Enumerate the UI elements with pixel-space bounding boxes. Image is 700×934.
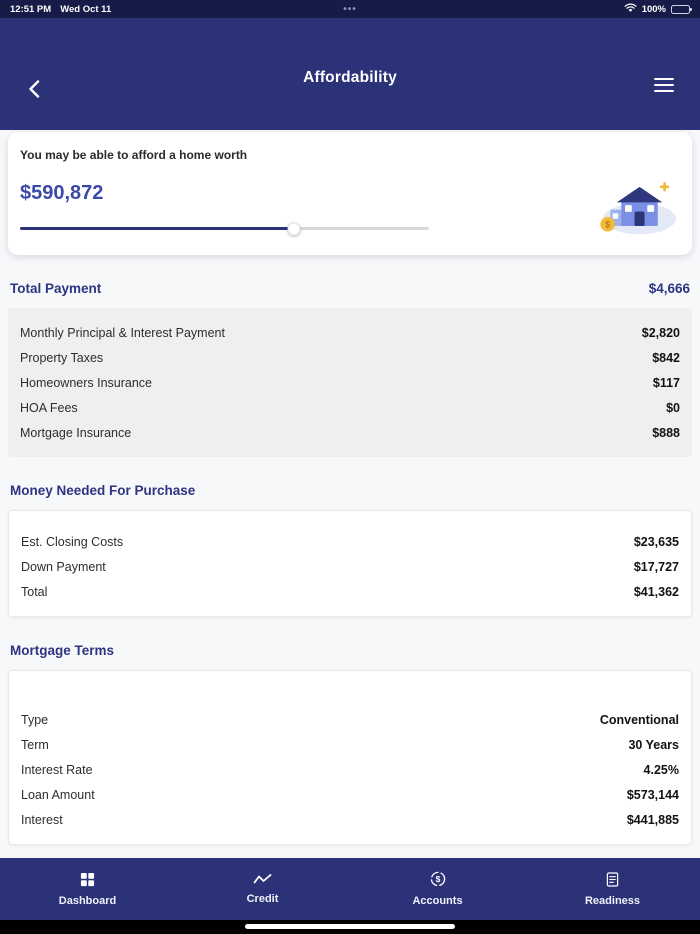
dashboard-grid-icon [80,872,95,890]
status-date: Wed Oct 11 [60,3,112,15]
nav-label: Accounts [412,895,463,907]
row-value: 30 Years [628,737,679,752]
payment-row [20,370,680,395]
home-indicator[interactable] [245,924,455,929]
bottom-nav [0,858,700,920]
hamburger-menu-icon [654,78,674,80]
total-payment-title: Total Payment [10,281,102,296]
status-right [624,3,690,16]
row-value: 4.25% [643,762,679,777]
affordable-amount: $590,872 [20,182,104,204]
row-label: Mortgage Insurance [20,425,132,440]
row-value: $23,635 [633,534,679,549]
mortgage-terms-title: Mortgage Terms [10,643,115,658]
row-value: $41,362 [633,584,679,599]
header [0,18,700,130]
status-time: 12:51 PM [10,3,52,15]
status-dots: ••• [343,3,357,15]
row-value: Conventional [599,712,679,727]
terms-row [21,757,679,782]
nav-label: Readiness [584,894,641,907]
hamburger-menu-button[interactable] [654,78,678,92]
nav-item-accounts[interactable] [350,858,525,920]
row-value: $0 [666,400,680,415]
affordability-card [8,132,692,255]
house-illustration [594,176,676,241]
total-payment-card [8,308,692,457]
row-label: Est. Closing Costs [21,534,124,549]
battery-percent: 100% [641,3,666,15]
row-label: Total [21,584,48,599]
nav-item-readiness[interactable] [525,858,700,920]
row-label: Down Payment [21,559,106,574]
row-value: $842 [652,350,680,365]
slider-fill [20,227,294,230]
readiness-document-icon [606,872,619,890]
money-needed-header [0,483,700,498]
price-slider[interactable] [20,221,429,235]
back-button[interactable] [20,76,48,104]
affordability-label: You may be able to afford a home worth [20,148,248,162]
money-needed-title: Money Needed For Purchase [10,483,196,498]
row-label: HOA Fees [20,400,78,415]
row-label: Homeowners Insurance [20,375,153,390]
accounts-dollar-icon [430,871,446,890]
nav-item-credit[interactable] [175,858,350,920]
row-value: $117 [652,375,680,390]
row-label: Loan Amount [21,787,95,802]
row-value: $17,727 [633,559,679,574]
svg-text:$: $ [605,219,611,230]
payment-row [20,320,680,345]
row-label: Type [21,712,49,727]
row-label: Interest [21,812,63,827]
terms-row [21,807,679,832]
credit-trend-icon [253,873,272,888]
status-left [10,4,111,15]
payment-row [20,345,680,370]
money-row [21,554,679,579]
home-strip [0,920,700,934]
mortgage-terms-header [0,643,700,658]
svg-text:$: $ [435,874,440,884]
mortgage-terms-card [8,670,692,845]
page-title: Affordability [303,69,397,86]
total-payment-value: $4,666 [648,281,690,296]
nav-item-dashboard[interactable] [0,858,175,920]
status-bar [0,0,700,18]
payment-row [20,395,680,420]
row-value: $2,820 [641,325,680,340]
nav-label: Credit [246,893,279,905]
row-label: Term [21,737,49,752]
row-label: Monthly Principal & Interest Payment [20,325,225,340]
back-chevron-icon [28,80,40,101]
money-needed-card [8,510,692,617]
terms-row [21,732,679,757]
battery-icon [671,5,690,14]
wifi-icon [624,3,637,16]
row-value: $888 [652,425,680,440]
money-row [21,579,679,604]
money-row [21,529,679,554]
slider-thumb[interactable] [288,222,301,235]
main-content [0,130,700,858]
terms-row [21,782,679,807]
terms-row [21,707,679,732]
slider-track[interactable] [20,227,429,230]
nav-label: Dashboard [58,894,117,907]
row-label: Interest Rate [21,762,93,777]
row-value: $441,885 [626,812,679,827]
payment-row [20,420,680,445]
row-label: Property Taxes [20,350,104,365]
row-value: $573,144 [626,787,679,802]
total-payment-header [0,281,700,296]
